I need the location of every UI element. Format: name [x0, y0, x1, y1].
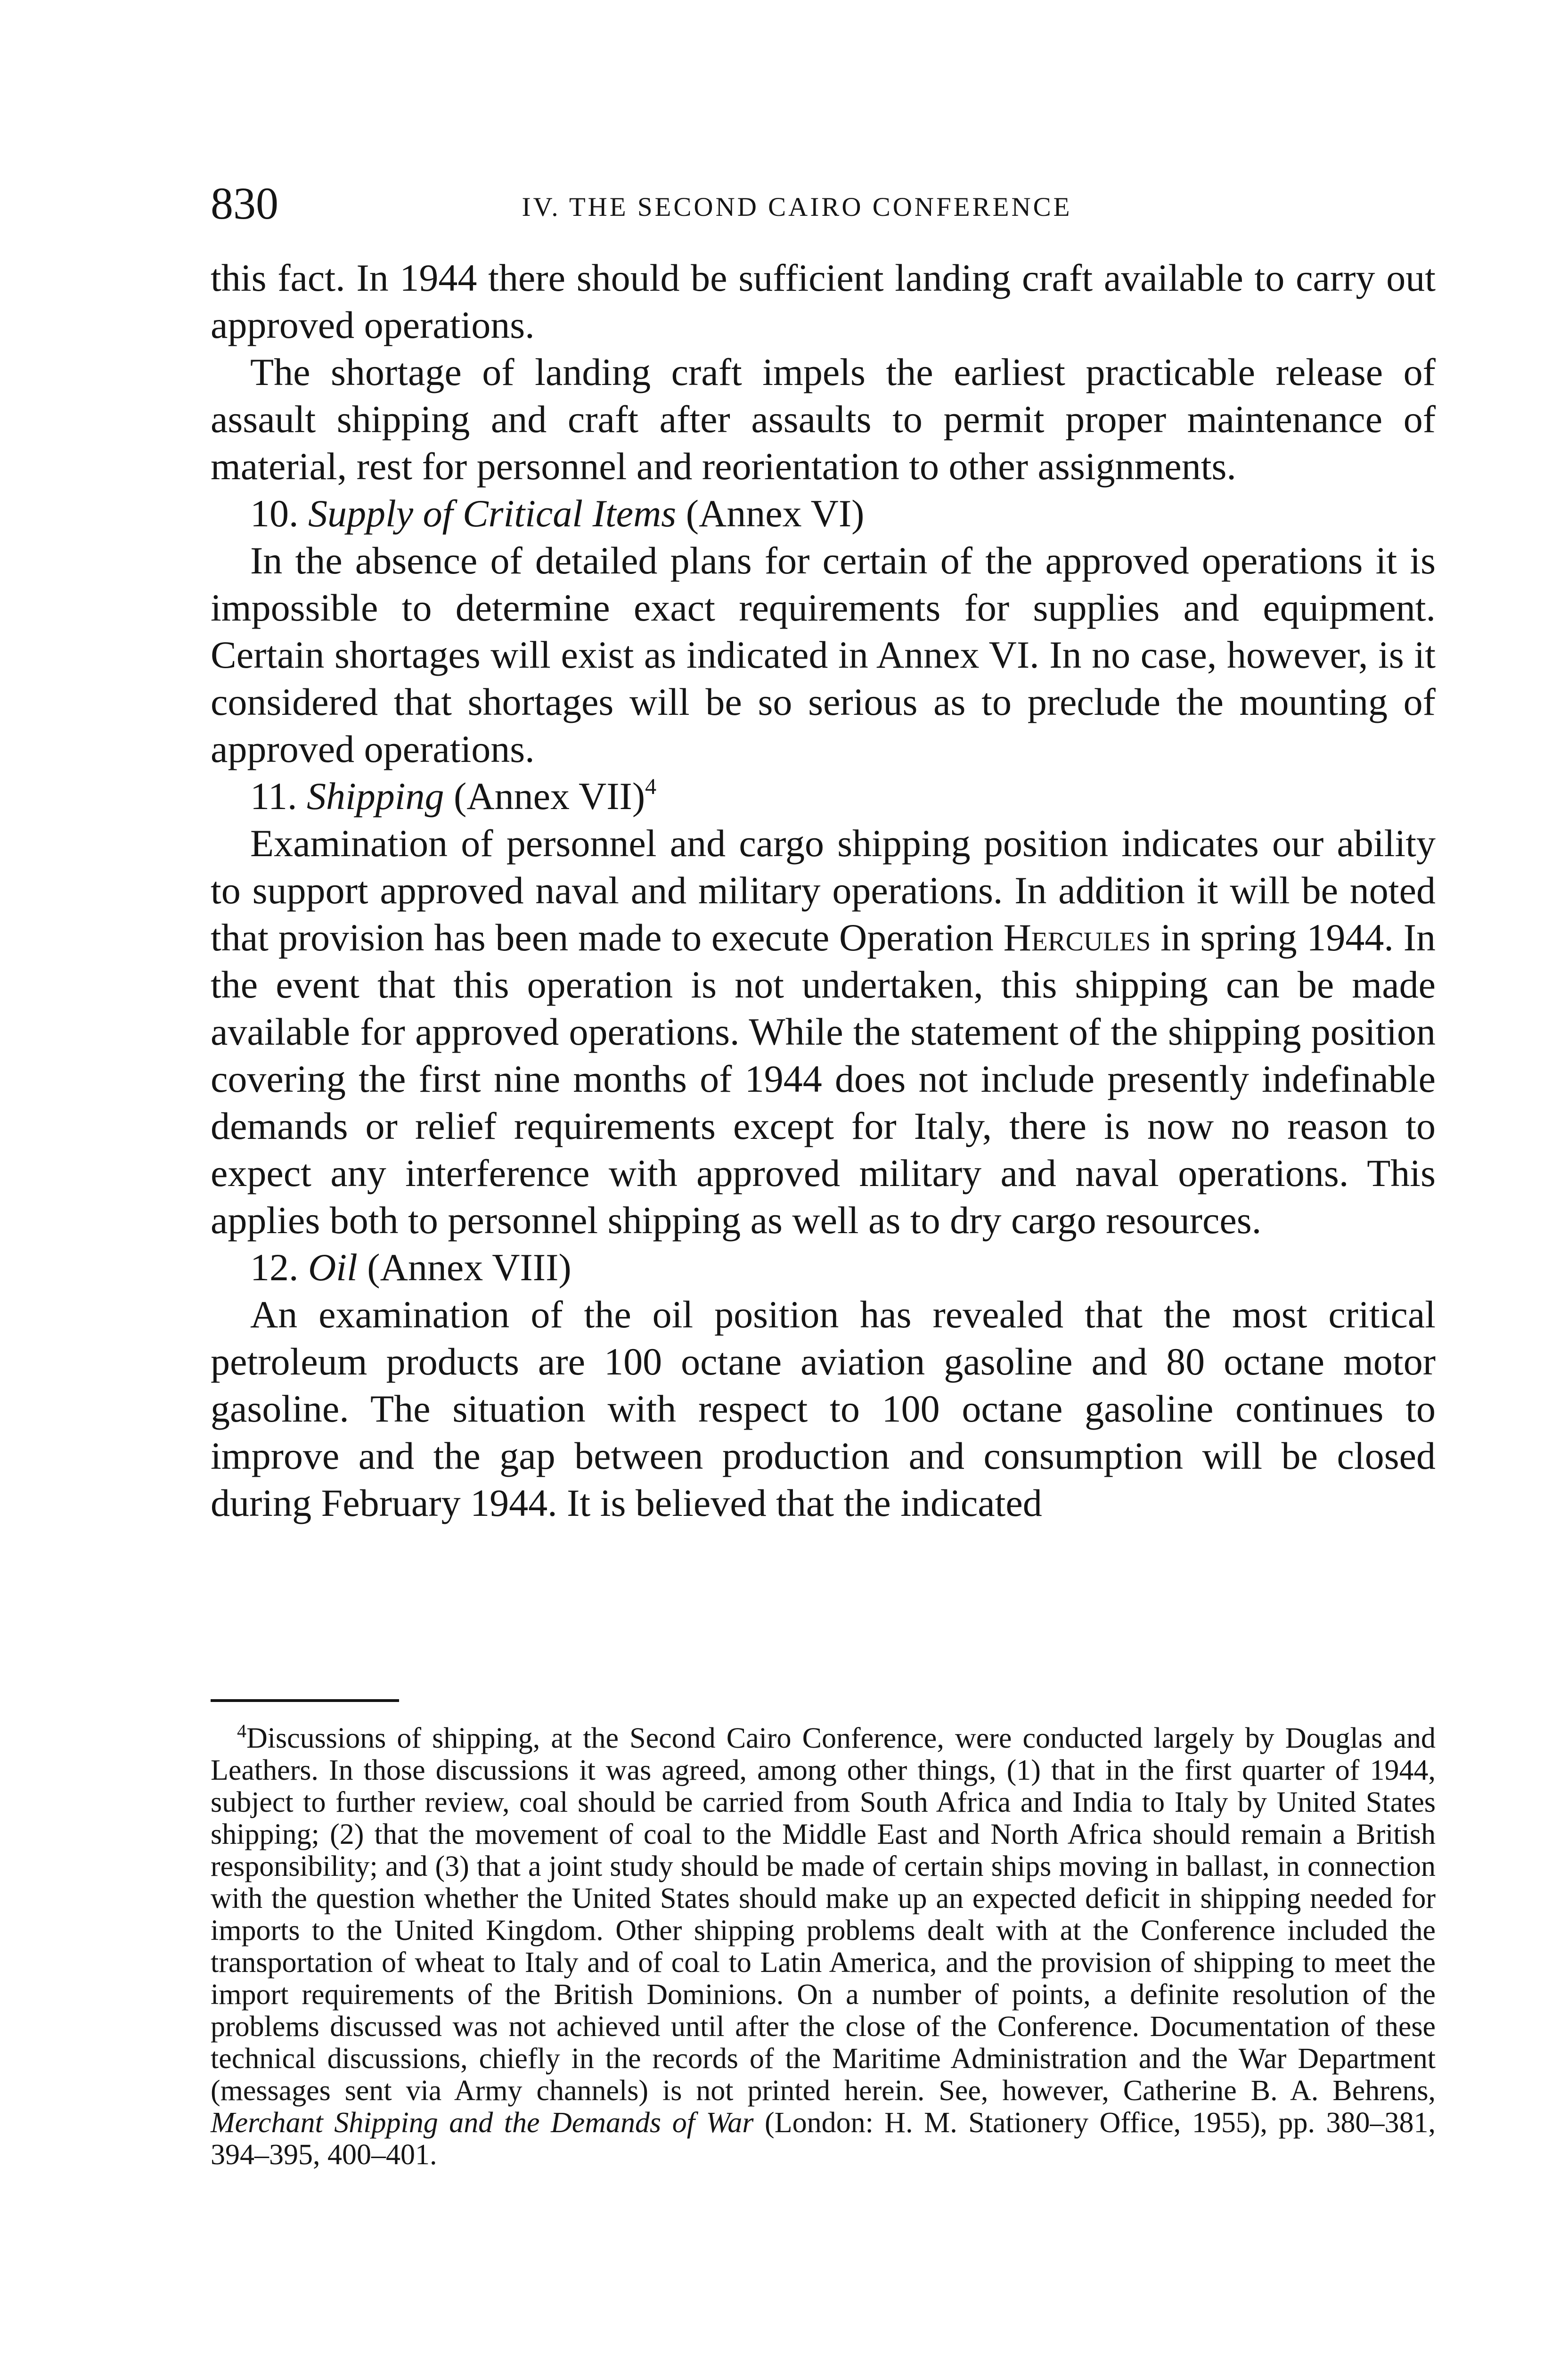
section-number: 10. — [250, 492, 299, 535]
paragraph-landing-craft: The shortage of landing craft impels the earliest practicable release of assault shipping and craft after assaults to permit proper maintenance of material, rest for personnel and reorientation to other assignments. — [211, 351, 1436, 488]
body-text — [211, 254, 1436, 1527]
page-header — [211, 180, 1383, 237]
paragraph-oil: An examination of the oil position has revealed that the most critical petroleum products are 100 octane aviation gasoline and 80 octane motor gasoline. The situation with respect to 100 octane gasoline continues to improve and the gap between production and consumption will be closed during February 1944. It is believed that the indicated — [211, 1293, 1436, 1524]
section-title: Oil — [308, 1246, 358, 1289]
footnote-reference: 4 — [645, 774, 657, 799]
footnote-text: (London: H. M. Stationery Office, 1955), pp. 380–381, 394–395, 400–401. — [211, 2107, 1436, 2171]
operation-codename: Hercules — [1003, 916, 1151, 959]
section-heading-12 — [211, 1244, 1436, 1291]
footnote — [211, 1722, 1436, 2171]
section-title: Shipping — [306, 775, 444, 818]
paragraph-continued: this fact. In 1944 there should be sufficient landing craft available to carry out approved operations. — [211, 256, 1436, 346]
paragraph-critical-items: In the absence of detailed plans for certain of the approved operations it is impossible to determine exact requirements for supplies and equipment. Certain shortages will exist as indicated in Annex VI. In no case, however, is it considered that shortages will be so serious as to preclude the mounting of approved operations. — [211, 539, 1436, 770]
section-title: Supply of Critical Items — [308, 492, 677, 535]
footnote-4 — [211, 1722, 1436, 2171]
footnote-marker: 4 — [237, 1720, 246, 1742]
cited-book-title: Merchant Shipping and the Demands of War — [211, 2107, 754, 2139]
section-annex: (Annex VII) — [454, 775, 645, 818]
paragraph-shipping — [211, 820, 1436, 1244]
section-annex: (Annex VI) — [686, 492, 865, 535]
section-number: 12. — [250, 1246, 299, 1289]
section-annex: (Annex VIII) — [367, 1246, 572, 1289]
paragraph-text: in spring 1944. In the event that this operation is not undertaken, this shipping can be made available for approved operations. While the statement of the shipping position covering the first nine months of 1944 does not include presently indefinable demands or relief requirements except for Italy, there is now no reason to expect any interference with approved military and naval operations. This applies both to personnel shipping as well as to dry cargo resources. — [211, 916, 1436, 1242]
footnote-divider — [211, 1699, 399, 1702]
section-heading-10 — [211, 490, 1436, 537]
section-heading-11 — [211, 773, 1436, 820]
paragraph-text: Examination of personnel and cargo shipping position indicates our ability to support approved naval and military operations. In addition it will be noted that provision has been made to execute Operation — [211, 822, 1436, 959]
running-head: IV. THE SECOND CAIRO CONFERENCE — [522, 192, 1072, 222]
footnote-text: Discussions of shipping, at the Second Cairo Conference, were conducted largely by Douglas and Leathers. In those discussions it was agreed, among other things, (1) that in the first quarter of 1944, subject to further review, coal should be carried from South Africa and India to Italy by United States shipping; (2) that the movement of coal to the Middle East and North Africa should remain a British responsibility; and (3) that a joint study should be made of certain ships moving in ballast, in connection with the question whether the United States should make up an expected deficit in shipping needed for imports to the United Kingdom. Other shipping problems dealt with at the Conference included the transportation of wheat to Italy and of coal to Latin America, and the provision of shipping to meet the import requirements of the British Dominions. On a number of points, a definite resolution of the problems discussed was not achieved until after the close of the Conference. Documentation of these technical discussions, chiefly in the records of the Maritime Administration and the War Department (messages sent via Army channels) is not printed herein. See, however, Catherine B. A. Behrens, — [211, 1722, 1436, 2107]
section-number: 11. — [250, 775, 297, 818]
page-number: 830 — [211, 178, 278, 229]
